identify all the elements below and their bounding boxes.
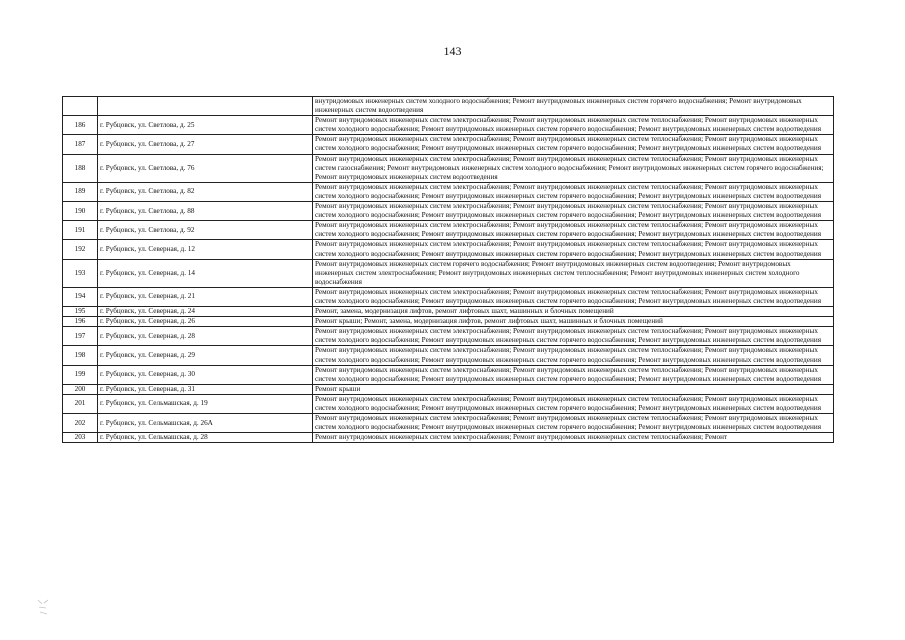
works-cell: Ремонт внутридомовых инженерных систем электроснабжения; Ремонт внутридомовых инженерных систем теплоснабжения; Ремонт внутридомовых инженерных систем холодного водоснабжения; Ремонт внутридомовых инженерных систем горячего водоснабжения; Ремонт внутридомовых инженерных систем водоотведения <box>313 221 834 240</box>
address-cell: г. Рубцовск, ул. Светлова, д. 92 <box>98 221 313 240</box>
table-row <box>63 346 834 365</box>
table-row <box>63 202 834 221</box>
table-row <box>63 221 834 240</box>
table-row <box>63 259 834 287</box>
row-number-cell: 203 <box>63 433 98 443</box>
works-cell: Ремонт внутридомовых инженерных систем электроснабжения; Ремонт внутридомовых инженерных систем теплоснабжения; Ремонт внутридомовых инженерных систем холодного водоснабжения; Ремонт внутридомовых инженерных систем горячего водоснабжения; Ремонт внутридомовых инженерных систем водоотведения <box>313 202 834 221</box>
address-cell: г. Рубцовск, ул. Северная, д. 28 <box>98 327 313 346</box>
table-row <box>63 414 834 433</box>
address-cell: г. Рубцовск, ул. Светлова, д. 27 <box>98 135 313 154</box>
works-cell: Ремонт крыши; Ремонт, замена, модернизация лифтов, ремонт лифтовых шахт, машинных и блочных помещений <box>313 317 834 327</box>
address-cell: г. Рубцовск, ул. Северная, д. 29 <box>98 346 313 365</box>
address-cell: г. Рубцовск, ул. Северная, д. 24 <box>98 307 313 317</box>
works-cell: Ремонт внутридомовых инженерных систем электроснабжения; Ремонт внутридомовых инженерных систем теплоснабжения; Ремонт внутридомовых инженерных систем холодного водоснабжения; Ремонт внутридомовых инженерных систем горячего водоснабжения; Ремонт внутридомовых инженерных систем водоотведения <box>313 287 834 306</box>
row-number-cell: 195 <box>63 307 98 317</box>
address-cell: г. Рубцовск, ул. Светлова, д. 76 <box>98 154 313 182</box>
works-cell: Ремонт внутридомовых инженерных систем горячего водоснабжения; Ремонт внутридомовых инженерных систем водоотведения; Ремонт внутридомовых инженерных систем электроснабжения; Ремонт внутридомовых инженерных систем теплоснабжения; Ремонт внутридомовых инженерных систем холодного водоснабжения <box>313 259 834 287</box>
address-cell: г. Рубцовск, ул. Сельмашская, д. 26А <box>98 414 313 433</box>
works-cell: внутридомовых инженерных систем холодного водоснабжения; Ремонт внутридомовых инженерных систем горячего водоснабжения; Ремонт внутридомовых инженерных систем водоотведения <box>313 97 834 116</box>
table-row <box>63 433 834 443</box>
row-number-cell: 201 <box>63 394 98 413</box>
row-number-cell: 188 <box>63 154 98 182</box>
row-number-cell: 191 <box>63 221 98 240</box>
table-row <box>63 182 834 201</box>
address-cell: г. Рубцовск, ул. Северная, д. 30 <box>98 365 313 384</box>
address-cell: г. Рубцовск, ул. Северная, д. 26 <box>98 317 313 327</box>
table-row <box>63 307 834 317</box>
works-cell: Ремонт внутридомовых инженерных систем электроснабжения; Ремонт внутридомовых инженерных систем теплоснабжения; Ремонт внутридомовых инженерных систем холодного водоснабжения; Ремонт внутридомовых инженерных систем горячего водоснабжения; Ремонт внутридомовых инженерных систем водоотведения <box>313 135 834 154</box>
table-row <box>63 240 834 259</box>
works-cell: Ремонт крыши <box>313 384 834 394</box>
scan-artifact-mark <box>36 598 50 616</box>
works-cell: Ремонт внутридомовых инженерных систем электроснабжения; Ремонт внутридомовых инженерных систем теплоснабжения; Ремонт внутридомовых инженерных систем холодного водоснабжения; Ремонт внутридомовых инженерных систем горячего водоснабжения; Ремонт внутридомовых инженерных систем водоотведения <box>313 327 834 346</box>
works-cell: Ремонт внутридомовых инженерных систем электроснабжения; Ремонт внутридомовых инженерных систем теплоснабжения; Ремонт внутридомовых инженерных систем газоснабжения; Ремонт внутридомовых инженерных систем холодного водоснабжения; Ремонт внутридомовых инженерных систем горячего водоснабжения; Ремонт внутридомовых инженерных систем водоотведения <box>313 154 834 182</box>
row-number-cell <box>63 97 98 116</box>
works-cell: Ремонт внутридомовых инженерных систем электроснабжения; Ремонт внутридомовых инженерных систем теплоснабжения; Ремонт внутридомовых инженерных систем холодного водоснабжения; Ремонт внутридомовых инженерных систем горячего водоснабжения; Ремонт внутридомовых инженерных систем водоотведения <box>313 346 834 365</box>
table-row <box>63 287 834 306</box>
table-row <box>63 317 834 327</box>
table-row <box>63 384 834 394</box>
works-cell: Ремонт внутридомовых инженерных систем электроснабжения; Ремонт внутридомовых инженерных систем теплоснабжения; Ремонт внутридомовых инженерных систем холодного водоснабжения; Ремонт внутридомовых инженерных систем горячего водоснабжения; Ремонт внутридомовых инженерных систем водоотведения <box>313 365 834 384</box>
row-number-cell: 202 <box>63 414 98 433</box>
page-number: 143 <box>443 44 462 58</box>
table-row <box>63 327 834 346</box>
address-cell: г. Рубцовск, ул. Светлова, д. 25 <box>98 116 313 135</box>
row-number-cell: 197 <box>63 327 98 346</box>
works-cell: Ремонт внутридомовых инженерных систем электроснабжения; Ремонт внутридомовых инженерных систем теплоснабжения; Ремонт внутридомовых инженерных систем холодного водоснабжения; Ремонт внутридомовых инженерных систем горячего водоснабжения; Ремонт внутридомовых инженерных систем водоотведения <box>313 394 834 413</box>
address-cell: г. Рубцовск, ул. Северная, д. 14 <box>98 259 313 287</box>
table-row <box>63 394 834 413</box>
row-number-cell: 193 <box>63 259 98 287</box>
row-number-cell: 199 <box>63 365 98 384</box>
table-row <box>63 116 834 135</box>
row-number-cell: 186 <box>63 116 98 135</box>
address-cell: г. Рубцовск, ул. Сельмашская, д. 19 <box>98 394 313 413</box>
works-table-body <box>63 97 834 443</box>
row-number-cell: 194 <box>63 287 98 306</box>
works-cell: Ремонт, замена, модернизация лифтов, ремонт лифтовых шахт, машинных и блочных помещений <box>313 307 834 317</box>
row-number-cell: 192 <box>63 240 98 259</box>
address-cell: г. Рубцовск, ул. Северная, д. 31 <box>98 384 313 394</box>
row-number-cell: 187 <box>63 135 98 154</box>
table-row <box>63 97 834 116</box>
works-cell: Ремонт внутридомовых инженерных систем электроснабжения; Ремонт внутридомовых инженерных систем теплоснабжения; Ремонт внутридомовых инженерных систем холодного водоснабжения; Ремонт внутридомовых инженерных систем горячего водоснабжения; Ремонт внутридомовых инженерных систем водоотведения <box>313 240 834 259</box>
address-cell: г. Рубцовск, ул. Северная, д. 21 <box>98 287 313 306</box>
table-row <box>63 365 834 384</box>
row-number-cell: 196 <box>63 317 98 327</box>
table-row <box>63 154 834 182</box>
row-number-cell: 198 <box>63 346 98 365</box>
address-cell <box>98 97 313 116</box>
works-cell: Ремонт внутридомовых инженерных систем электроснабжения; Ремонт внутридомовых инженерных систем теплоснабжения; Ремонт внутридомовых инженерных систем холодного водоснабжения; Ремонт внутридомовых инженерных систем горячего водоснабжения; Ремонт внутридомовых инженерных систем водоотведения <box>313 182 834 201</box>
address-cell: г. Рубцовск, ул. Светлова, д. 82 <box>98 182 313 201</box>
works-cell: Ремонт внутридомовых инженерных систем электроснабжения; Ремонт внутридомовых инженерных систем теплоснабжения; Ремонт внутридомовых инженерных систем холодного водоснабжения; Ремонт внутридомовых инженерных систем горячего водоснабжения; Ремонт внутридомовых инженерных систем водоотведения <box>313 414 834 433</box>
row-number-cell: 200 <box>63 384 98 394</box>
address-cell: г. Рубцовск, ул. Сельмашская, д. 28 <box>98 433 313 443</box>
works-cell: Ремонт внутридомовых инженерных систем электроснабжения; Ремонт внутридомовых инженерных систем теплоснабжения; Ремонт <box>313 433 834 443</box>
row-number-cell: 190 <box>63 202 98 221</box>
works-table <box>62 96 834 443</box>
works-cell: Ремонт внутридомовых инженерных систем электроснабжения; Ремонт внутридомовых инженерных систем теплоснабжения; Ремонт внутридомовых инженерных систем холодного водоснабжения; Ремонт внутридомовых инженерных систем горячего водоснабжения; Ремонт внутридомовых инженерных систем водоотведения <box>313 116 834 135</box>
address-cell: г. Рубцовск, ул. Северная, д. 12 <box>98 240 313 259</box>
table-row <box>63 135 834 154</box>
row-number-cell: 189 <box>63 182 98 201</box>
address-cell: г. Рубцовск, ул. Светлова, д. 88 <box>98 202 313 221</box>
